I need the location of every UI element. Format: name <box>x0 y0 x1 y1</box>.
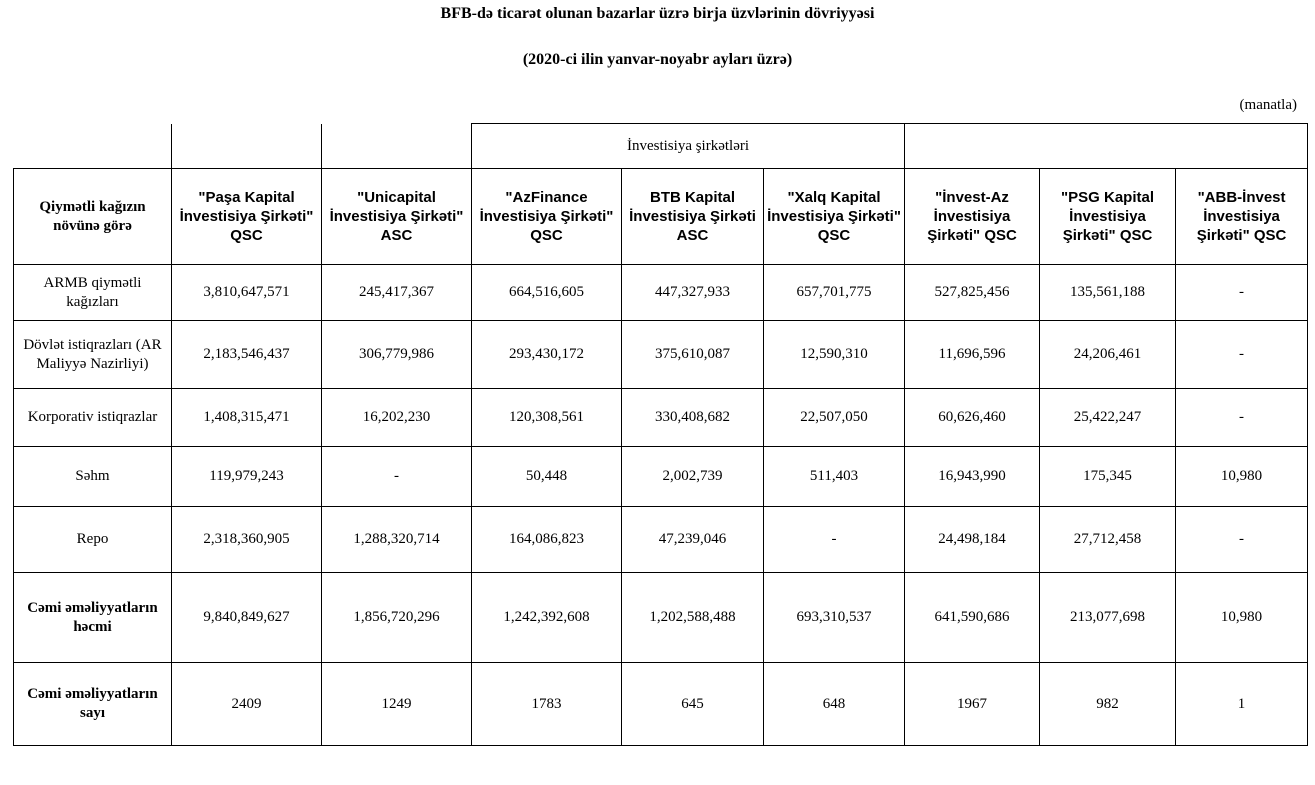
count-row <box>14 663 1308 746</box>
row-label: Cəmi əməliyyatların həcmi <box>14 573 172 663</box>
row-label: Cəmi əməliyyatların sayı <box>14 663 172 746</box>
table-cell: 2,318,360,905 <box>172 507 322 573</box>
row-label: Repo <box>14 507 172 573</box>
table-row <box>14 389 1308 447</box>
table-cell: 175,345 <box>1040 447 1176 507</box>
table-cell: 47,239,046 <box>622 507 764 573</box>
table-cell: 375,610,087 <box>622 321 764 389</box>
table-cell: 645 <box>622 663 764 746</box>
column-header: "Paşa Kapital İnvestisiya Şirkəti" QSC <box>172 169 322 265</box>
table-cell: 641,590,686 <box>905 573 1040 663</box>
table-cell: 10,980 <box>1176 573 1308 663</box>
table-cell: 3,810,647,571 <box>172 265 322 321</box>
table-row <box>14 265 1308 321</box>
row-label: Dövlət istiqrazları (AR Maliyyə Nazirliyi) <box>14 321 172 389</box>
group-header-empty <box>905 124 1308 169</box>
table-row <box>14 321 1308 389</box>
table-cell: 1967 <box>905 663 1040 746</box>
table-cell: 120,308,561 <box>472 389 622 447</box>
table-cell: 60,626,460 <box>905 389 1040 447</box>
table-cell: 648 <box>764 663 905 746</box>
table-cell: 447,327,933 <box>622 265 764 321</box>
table-cell: 1,856,720,296 <box>322 573 472 663</box>
column-header: "Xalq Kapital İnvestisiya Şirkəti" QSC <box>764 169 905 265</box>
group-header-investment-companies: İnvestisiya şirkətləri <box>472 124 905 169</box>
column-header: BTB Kapital İnvestisiya Şirkəti ASC <box>622 169 764 265</box>
table-cell: 1,202,588,488 <box>622 573 764 663</box>
table-cell: 16,943,990 <box>905 447 1040 507</box>
report-title: BFB-də ticarət olunan bazarlar üzrə birja üzvlərinin dövriyyəsi <box>440 5 875 22</box>
table-cell: 22,507,050 <box>764 389 905 447</box>
table-cell: 527,825,456 <box>905 265 1040 321</box>
table-cell: 664,516,605 <box>472 265 622 321</box>
table-cell: 9,840,849,627 <box>172 573 322 663</box>
blank-cell <box>322 124 472 169</box>
table-cell: 135,561,188 <box>1040 265 1176 321</box>
column-header-row <box>14 169 1308 265</box>
table-cell: 119,979,243 <box>172 447 322 507</box>
blank-cell <box>14 124 172 169</box>
row-label: Korporativ istiqrazlar <box>14 389 172 447</box>
table-cell: 306,779,986 <box>322 321 472 389</box>
table-cell: 11,696,596 <box>905 321 1040 389</box>
table-cell: 2,183,546,437 <box>172 321 322 389</box>
table-cell: 25,422,247 <box>1040 389 1176 447</box>
table-cell: - <box>1176 321 1308 389</box>
table-cell: 164,086,823 <box>472 507 622 573</box>
total-row <box>14 573 1308 663</box>
table-cell: 50,448 <box>472 447 622 507</box>
table-cell: 982 <box>1040 663 1176 746</box>
table-cell: 24,206,461 <box>1040 321 1176 389</box>
table-row <box>14 507 1308 573</box>
table-cell: 12,590,310 <box>764 321 905 389</box>
column-header: "İnvest-Az İnvestisiya Şirkəti" QSC <box>905 169 1040 265</box>
table-cell: 330,408,682 <box>622 389 764 447</box>
group-header-row <box>14 124 1308 169</box>
table-cell: 1,288,320,714 <box>322 507 472 573</box>
column-header: "AzFinance İnvestisiya Şirkəti" QSC <box>472 169 622 265</box>
blank-cell <box>172 124 322 169</box>
column-header: "PSG Kapital İnvestisiya Şirkəti" QSC <box>1040 169 1176 265</box>
table-cell: 1783 <box>472 663 622 746</box>
table-cell: - <box>764 507 905 573</box>
table-cell: 27,712,458 <box>1040 507 1176 573</box>
column-header: "Unicapital İnvestisiya Şirkəti" ASC <box>322 169 472 265</box>
table-row <box>14 447 1308 507</box>
table-cell: 24,498,184 <box>905 507 1040 573</box>
table-cell: 293,430,172 <box>472 321 622 389</box>
table-cell: 16,202,230 <box>322 389 472 447</box>
table-cell: 245,417,367 <box>322 265 472 321</box>
table-cell: 1249 <box>322 663 472 746</box>
table-cell: - <box>1176 265 1308 321</box>
table-cell: 10,980 <box>1176 447 1308 507</box>
currency-unit: (manatla) <box>1239 97 1297 113</box>
table-cell: 2,002,739 <box>622 447 764 507</box>
table-cell: 213,077,698 <box>1040 573 1176 663</box>
table-cell: 657,701,775 <box>764 265 905 321</box>
column-header: "ABB-İnvest İnvestisiya Şirkəti" QSC <box>1176 169 1308 265</box>
table-cell: 1 <box>1176 663 1308 746</box>
row-label: Səhm <box>14 447 172 507</box>
table-cell: - <box>322 447 472 507</box>
table-cell: - <box>1176 389 1308 447</box>
table-cell: 1,242,392,608 <box>472 573 622 663</box>
table-cell: 511,403 <box>764 447 905 507</box>
table-cell: 1,408,315,471 <box>172 389 322 447</box>
table-cell: 2409 <box>172 663 322 746</box>
row-label: ARMB qiymətli kağızları <box>14 265 172 321</box>
table-cell: 693,310,537 <box>764 573 905 663</box>
turnover-table <box>13 123 1308 746</box>
report-period: (2020-ci ilin yanvar-noyabr ayları üzrə) <box>522 51 793 68</box>
table-cell: - <box>1176 507 1308 573</box>
row-header-label: Qiymətli kağızın növünə görə <box>14 169 172 265</box>
